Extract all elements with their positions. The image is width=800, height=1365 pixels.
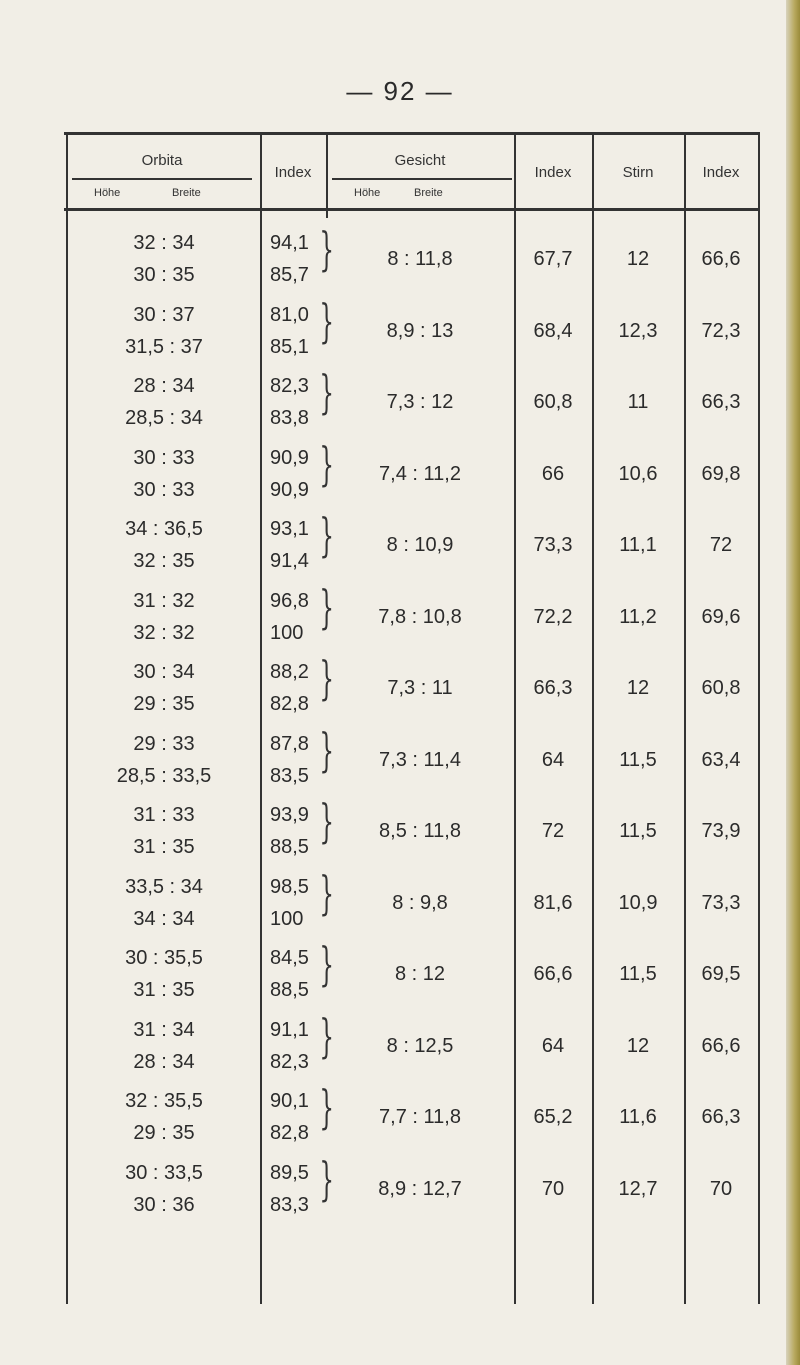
orbita-value-top: 32 : 34 xyxy=(133,232,195,254)
orbita-index-top: 81,0 xyxy=(270,303,309,326)
gesicht-index: 68,4 xyxy=(533,319,573,342)
orbita-index-bottom: 83,5 xyxy=(270,764,309,787)
stirn-index: 70 xyxy=(709,1177,733,1200)
col-rule-2 xyxy=(326,132,328,218)
header-orbita: Orbita xyxy=(141,152,183,169)
stirn-index: 69,8 xyxy=(701,462,741,485)
orbita-index-bottom: 91,4 xyxy=(270,550,309,572)
orbita-value-top: 32 : 35,5 xyxy=(125,1090,203,1112)
stirn-index: 66,3 xyxy=(701,391,741,413)
stirn-index: 72 xyxy=(709,534,733,556)
orbita-index-top: 84,5 xyxy=(270,947,309,969)
gesicht-index: 73,3 xyxy=(533,534,573,556)
stirn-value: 10,9 xyxy=(618,891,658,914)
header-index-3: Index xyxy=(702,164,740,181)
header-bottom-rule xyxy=(64,208,760,211)
subheader-breite-1: Breite xyxy=(172,187,201,199)
orbita-value-top: 30 : 35,5 xyxy=(125,947,203,969)
orbita-index-top: 98,5 xyxy=(270,875,309,898)
stirn-value: 11,1 xyxy=(619,534,657,556)
top-rule xyxy=(64,132,760,135)
gesicht-index: 72,2 xyxy=(533,605,573,628)
orbita-value-bottom: 31 : 35 xyxy=(133,836,195,858)
header-stirn: Stirn xyxy=(622,164,654,181)
orbita-value-top: 31 : 32 xyxy=(133,589,195,612)
orbita-index-bottom: 90,9 xyxy=(270,478,309,501)
gesicht-index: 60,8 xyxy=(533,391,573,413)
gesicht-index: 64 xyxy=(541,1034,565,1057)
gesicht-index: 66,3 xyxy=(533,677,573,699)
gesicht-value: 8 : 11,8 xyxy=(387,248,453,270)
orbita-value-top: 30 : 33,5 xyxy=(125,1161,203,1184)
stirn-value: 11,6 xyxy=(619,1106,657,1128)
gesicht-value: 8 : 12 xyxy=(394,963,446,985)
gesicht-value: 8 : 12,5 xyxy=(386,1034,454,1057)
brace-icon: } xyxy=(319,222,334,276)
stirn-value: 12,7 xyxy=(618,1177,658,1200)
brace-icon: } xyxy=(319,1080,334,1134)
stirn-value: 11 xyxy=(627,391,649,413)
orbita-index-bottom: 88,5 xyxy=(270,979,309,1001)
gesicht-value: 8,9 : 13 xyxy=(386,319,454,342)
orbita-value-bottom: 30 : 36 xyxy=(133,1193,195,1216)
orbita-index-bottom: 82,8 xyxy=(270,1122,309,1144)
stirn-index: 69,5 xyxy=(701,963,741,985)
stirn-value: 12,3 xyxy=(618,319,658,342)
orbita-index-top: 94,1 xyxy=(270,232,309,254)
stirn-index: 73,9 xyxy=(701,820,741,842)
stirn-index: 66,6 xyxy=(701,248,741,270)
page-number: — 92 — xyxy=(346,76,454,106)
subheader-hoehe-1: Höhe xyxy=(94,187,121,199)
orbita-index-top: 90,1 xyxy=(270,1090,309,1112)
gesicht-value: 8,5 : 11,8 xyxy=(379,820,461,842)
orbita-index-top: 93,9 xyxy=(270,804,309,826)
gesicht-value: 7,3 : 12 xyxy=(386,391,454,413)
orbita-value-bottom: 30 : 35 xyxy=(133,264,195,286)
gesicht-index: 81,6 xyxy=(533,891,573,914)
col-rule-right xyxy=(758,132,760,1304)
gesicht-index: 70 xyxy=(541,1177,565,1200)
orbita-value-bottom: 32 : 35 xyxy=(133,550,195,572)
orbita-index-bottom: 100 xyxy=(270,621,304,644)
orbita-index-top: 89,5 xyxy=(270,1161,309,1184)
gesicht-value: 7,4 : 11,2 xyxy=(379,462,461,485)
orbita-index-bottom: 83,3 xyxy=(270,1193,309,1216)
brace-icon: } xyxy=(319,1008,334,1063)
orbita-value-top: 29 : 33 xyxy=(133,732,195,755)
stirn-value: 12 xyxy=(626,1034,650,1057)
orbita-value-top: 30 : 37 xyxy=(133,303,195,326)
stirn-index: 73,3 xyxy=(701,891,741,914)
header-gesicht: Gesicht xyxy=(394,152,446,169)
gesicht-index: 72 xyxy=(541,820,565,842)
col-rule-1 xyxy=(260,132,262,1304)
gesicht-index: 64 xyxy=(541,748,565,771)
stirn-index: 63,4 xyxy=(701,748,741,771)
orbita-value-bottom: 31,5 : 37 xyxy=(125,335,203,358)
brace-icon: } xyxy=(319,651,334,705)
orbita-value-bottom: 30 : 33 xyxy=(133,478,195,501)
orbita-value-bottom: 28,5 : 33,5 xyxy=(116,764,212,787)
orbita-value-bottom: 28 : 34 xyxy=(133,1050,195,1073)
orbita-value-top: 30 : 34 xyxy=(133,661,195,683)
gesicht-value: 8 : 9,8 xyxy=(392,891,448,914)
orbita-index-bottom: 82,8 xyxy=(270,693,309,715)
stirn-index: 60,8 xyxy=(701,677,741,699)
brace-icon: } xyxy=(319,937,334,991)
header-index-2: Index xyxy=(534,164,572,181)
orbita-value-bottom: 31 : 35 xyxy=(133,979,195,1001)
orbita-index-top: 93,1 xyxy=(270,518,309,540)
gesicht-value: 7,7 : 11,8 xyxy=(379,1106,461,1128)
orbita-value-top: 33,5 : 34 xyxy=(125,875,203,898)
orbita-value-bottom: 29 : 35 xyxy=(133,1122,195,1144)
orbita-value-bottom: 34 : 34 xyxy=(133,907,195,930)
brace-icon: } xyxy=(319,722,334,777)
col-rule-left xyxy=(66,132,68,1304)
stirn-index: 66,6 xyxy=(701,1034,741,1057)
gesicht-value: 7,8 : 10,8 xyxy=(378,605,462,628)
brace-icon: } xyxy=(319,865,334,920)
brace-icon: } xyxy=(319,1151,334,1206)
brace-icon: } xyxy=(319,579,334,634)
brace-icon: } xyxy=(319,436,334,491)
data-table xyxy=(64,132,760,1304)
brace-icon: } xyxy=(319,794,334,848)
stirn-index: 66,3 xyxy=(701,1106,741,1128)
orbita-value-top: 34 : 36,5 xyxy=(125,518,203,540)
stirn-value: 11,5 xyxy=(619,820,657,842)
page-edge xyxy=(786,0,800,1365)
orbita-index-bottom: 82,3 xyxy=(270,1050,309,1073)
gesicht-index: 66 xyxy=(541,462,565,485)
orbita-value-top: 30 : 33 xyxy=(133,446,195,469)
gesicht-index: 67,7 xyxy=(533,248,573,270)
orbita-index-top: 82,3 xyxy=(270,375,309,397)
subheader-hoehe-2: Höhe xyxy=(354,187,381,199)
orbita-value-top: 31 : 34 xyxy=(133,1018,195,1041)
orbita-value-bottom: 32 : 32 xyxy=(133,621,195,644)
stirn-index: 69,6 xyxy=(701,605,741,628)
brace-icon: } xyxy=(319,293,334,348)
orbita-index-bottom: 85,1 xyxy=(270,335,309,358)
header-index-1: Index xyxy=(274,164,312,181)
orbita-index-top: 96,8 xyxy=(270,589,309,612)
stirn-value: 12 xyxy=(626,248,650,270)
gesicht-index: 66,6 xyxy=(533,963,573,985)
brace-icon: } xyxy=(319,365,334,419)
gesicht-value: 8 : 10,9 xyxy=(386,534,454,556)
stirn-value: 11,5 xyxy=(619,963,657,985)
gesicht-value: 8,9 : 12,7 xyxy=(378,1177,462,1200)
orbita-index-top: 88,2 xyxy=(270,661,309,683)
gesicht-index: 65,2 xyxy=(533,1106,573,1128)
stirn-value: 12 xyxy=(626,677,650,699)
orbita-index-top: 90,9 xyxy=(270,446,309,469)
orbita-value-bottom: 28,5 : 34 xyxy=(125,407,203,429)
orbita-index-bottom: 100 xyxy=(270,907,304,930)
orbita-value-bottom: 29 : 35 xyxy=(133,693,195,715)
orbita-value-top: 28 : 34 xyxy=(133,375,195,397)
header-sub-rule-gesicht xyxy=(332,178,512,180)
orbita-index-bottom: 83,8 xyxy=(270,407,309,429)
orbita-index-top: 87,8 xyxy=(270,732,309,755)
stirn-index: 72,3 xyxy=(701,319,741,342)
brace-icon: } xyxy=(319,508,334,562)
stirn-value: 10,6 xyxy=(618,462,658,485)
gesicht-value: 7,3 : 11,4 xyxy=(379,748,461,771)
subheader-breite-2: Breite xyxy=(414,187,443,199)
orbita-value-top: 31 : 33 xyxy=(133,804,195,826)
orbita-index-bottom: 85,7 xyxy=(270,264,309,286)
orbita-index-top: 91,1 xyxy=(270,1018,309,1041)
stirn-value: 11,5 xyxy=(619,748,657,771)
header-sub-rule-orbita xyxy=(72,178,252,180)
gesicht-value: 7,3 : 11 xyxy=(387,677,453,699)
orbita-index-bottom: 88,5 xyxy=(270,836,309,858)
stirn-value: 11,2 xyxy=(619,605,657,628)
